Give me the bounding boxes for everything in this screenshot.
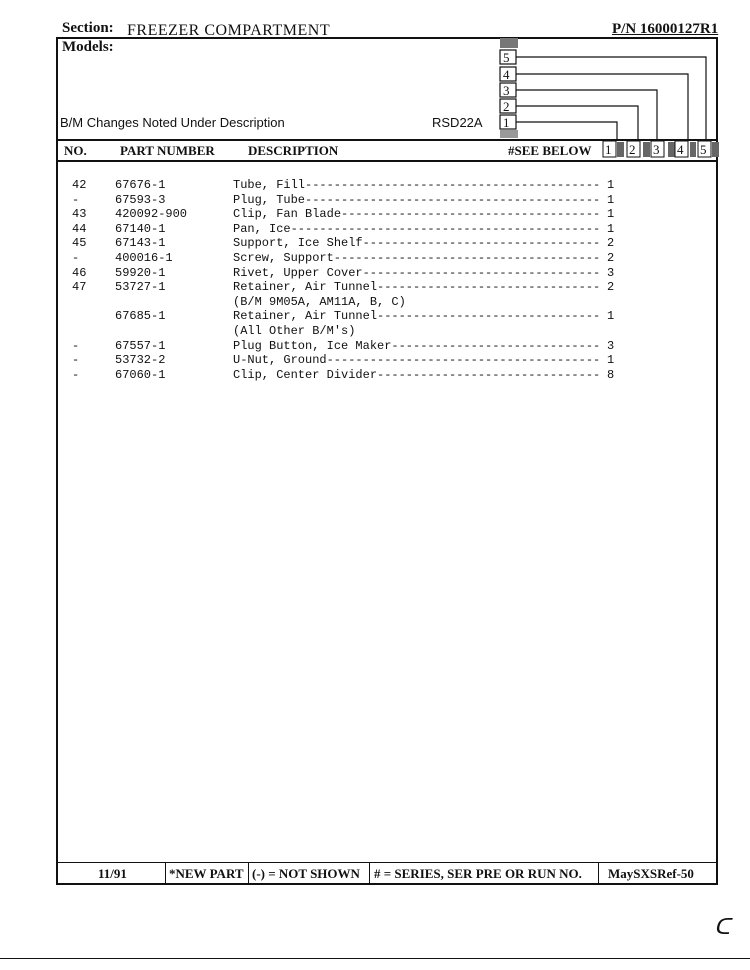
quantity: 8 bbox=[607, 367, 615, 382]
description: Clip, Fan Blade bbox=[233, 207, 342, 222]
model-col-5: 5 bbox=[700, 142, 707, 157]
col-header-part-number: PART NUMBER bbox=[120, 143, 215, 158]
leader-dashes: ------------------------------- bbox=[377, 367, 601, 382]
part-number: 67557-1 bbox=[115, 338, 166, 353]
col-header-see-below: #SEE BELOW bbox=[508, 143, 592, 158]
footer-series: # = SERIES, SER PRE OR RUN NO. bbox=[374, 866, 582, 881]
footer-divider bbox=[56, 862, 718, 863]
quantity: 2 bbox=[607, 280, 615, 295]
part-number: 67593-3 bbox=[115, 192, 166, 207]
quantity: 3 bbox=[607, 338, 615, 353]
bm-note: B/M Changes Noted Under Description bbox=[60, 115, 285, 130]
part-number: 67685-1 bbox=[115, 309, 166, 324]
footer-not-shown: (-) = NOT SHOWN bbox=[252, 866, 360, 881]
leader-dashes: --------------------------------- bbox=[362, 236, 601, 251]
item-number: - bbox=[72, 192, 80, 207]
section-label: Section: bbox=[62, 20, 114, 36]
leader-dashes: --------------------------------- bbox=[362, 265, 601, 280]
model-col-1: 1 bbox=[605, 142, 612, 157]
diagram-number-5: 5 bbox=[503, 50, 510, 65]
part-number-header: P/N 16000127R1 bbox=[612, 21, 719, 37]
footer-ref: MaySXSRef-50 bbox=[608, 866, 694, 881]
description: Retainer, Air Tunnel bbox=[233, 309, 378, 324]
description: Support, Ice Shelf bbox=[233, 236, 363, 251]
quantity: 1 bbox=[607, 178, 615, 192]
part-number: 420092-900 bbox=[115, 207, 188, 222]
leader-dashes: ------------------------------------ bbox=[341, 207, 601, 222]
quantity: 2 bbox=[607, 251, 615, 265]
quantity: 1 bbox=[607, 309, 615, 324]
item-number: - bbox=[72, 251, 80, 265]
quantity: 1 bbox=[607, 207, 615, 222]
description: Pan, Ice bbox=[233, 221, 291, 236]
section-value: FREEZER COMPARTMENT bbox=[127, 22, 331, 39]
item-number: - bbox=[72, 338, 80, 353]
description: Plug Button, Ice Maker bbox=[233, 338, 392, 353]
item-number: 43 bbox=[72, 207, 87, 222]
model-col-3: 3 bbox=[653, 142, 660, 157]
quantity: 1 bbox=[607, 192, 615, 207]
description: Rivet, Upper Cover bbox=[233, 265, 363, 280]
leader-dashes: ------------------------------------- bbox=[333, 251, 601, 265]
quantity: 1 bbox=[607, 221, 615, 236]
handwritten-mark: ᑕ bbox=[714, 914, 731, 939]
part-number: 400016-1 bbox=[115, 251, 173, 265]
footer-new-part: *NEW PART bbox=[169, 866, 244, 881]
description: Retainer, Air Tunnel bbox=[233, 280, 378, 295]
part-number: 67060-1 bbox=[115, 367, 166, 382]
description: Screw, Support bbox=[233, 251, 334, 265]
description: U-Nut, Ground bbox=[233, 353, 327, 368]
column-header-divider bbox=[56, 160, 718, 162]
models-label: Models: bbox=[62, 39, 114, 55]
model-col-4: 4 bbox=[677, 142, 684, 157]
col-header-no: NO. bbox=[64, 143, 87, 158]
part-number: 67143-1 bbox=[115, 236, 166, 251]
leader-dashes: ----------------------------------------- bbox=[305, 178, 601, 192]
part-number: 67676-1 bbox=[115, 178, 166, 192]
model-code: RSD22A bbox=[432, 115, 483, 130]
part-number: 67140-1 bbox=[115, 221, 166, 236]
col-header-description: DESCRIPTION bbox=[248, 143, 339, 158]
footer-date: 11/91 bbox=[98, 866, 127, 881]
part-number: 53732-2 bbox=[115, 353, 166, 368]
item-number: 42 bbox=[72, 178, 87, 192]
bottom-rule bbox=[0, 958, 750, 959]
model-col-2: 2 bbox=[629, 142, 636, 157]
description: (B/M 9M05A, AM11A, B, C) bbox=[233, 294, 406, 309]
diagram-number-3: 3 bbox=[503, 83, 510, 98]
item-number: 46 bbox=[72, 265, 87, 280]
part-number: 59920-1 bbox=[115, 265, 166, 280]
description: Clip, Center Divider bbox=[233, 367, 378, 382]
quantity: 1 bbox=[607, 353, 615, 368]
quantity: 2 bbox=[607, 236, 615, 251]
header-divider bbox=[56, 139, 718, 141]
leader-dashes: ----------------------------------------- bbox=[305, 192, 601, 207]
part-number: 53727-1 bbox=[115, 280, 166, 295]
diagram-number-2: 2 bbox=[503, 99, 510, 114]
leader-dashes: ------------------------------------------- bbox=[290, 221, 601, 236]
item-number: 45 bbox=[72, 236, 87, 251]
description: Plug, Tube bbox=[233, 192, 306, 207]
description: (All Other B/M's) bbox=[233, 324, 356, 338]
leader-dashes: -------------------------------------- bbox=[326, 353, 601, 368]
quantity: 3 bbox=[607, 265, 615, 280]
item-number: 44 bbox=[72, 221, 87, 236]
leader-dashes: ----------------------------- bbox=[391, 338, 601, 353]
model-bracket-diagram bbox=[0, 0, 750, 170]
leader-dashes: ------------------------------- bbox=[377, 280, 601, 295]
item-number: - bbox=[72, 353, 80, 368]
diagram-number-1: 1 bbox=[503, 115, 510, 130]
description: Tube, Fill bbox=[233, 178, 306, 192]
item-number: - bbox=[72, 367, 80, 382]
leader-dashes: ------------------------------- bbox=[377, 309, 601, 324]
item-number: 47 bbox=[72, 280, 87, 295]
diagram-number-4: 4 bbox=[503, 67, 510, 82]
